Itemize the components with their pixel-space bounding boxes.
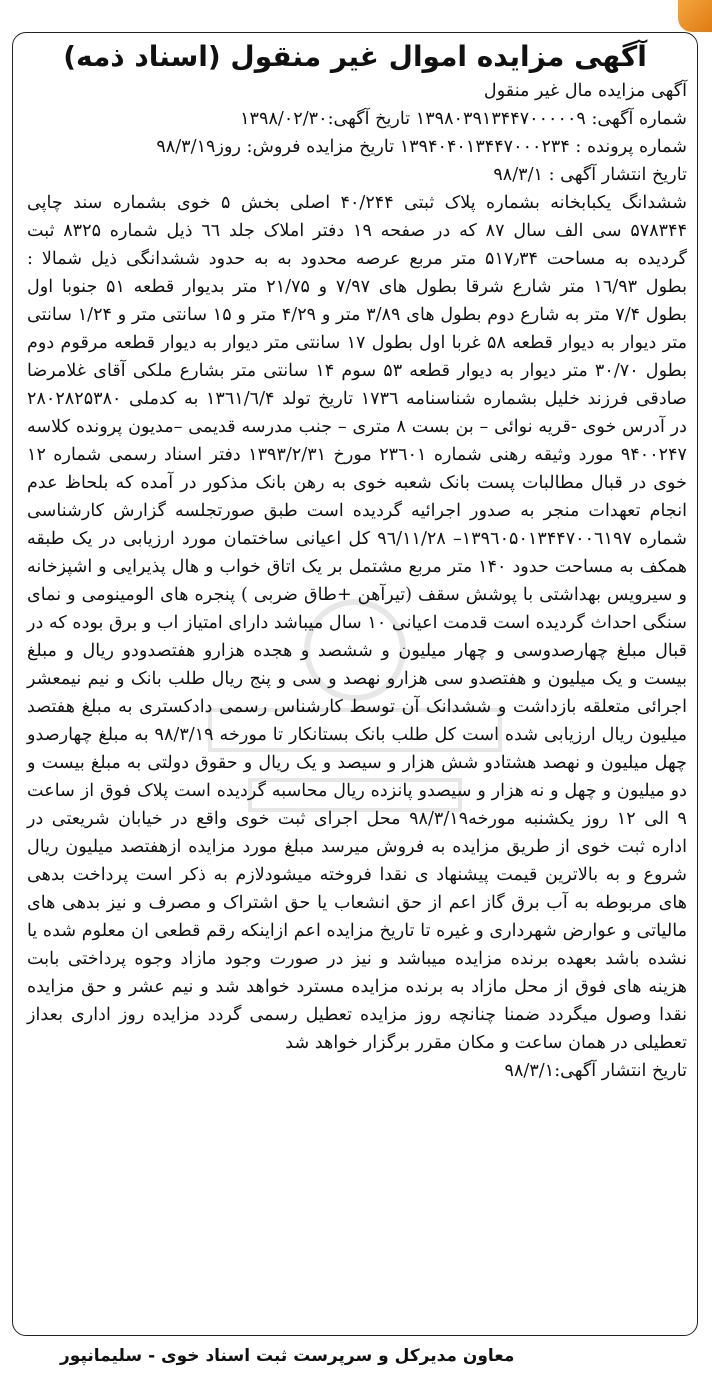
notice-title: آگهی مزایده اموال غیر منقول (اسناد ذمه)	[63, 40, 647, 73]
notice-body	[13, 77, 697, 1085]
subtitle-line: آگهی مزایده مال غیر منقول	[483, 81, 687, 101]
notice-frame	[12, 32, 698, 1336]
file-number-line: شماره پرونده : ۱۳۹۴۰۴۰۱۳۴۴۷۰۰۰۲۳۴ تاریخ مزایده فروش: روز۹۸/۳/۱۹	[156, 137, 687, 157]
main-paragraph: ششدانگ یکبابخانه بشماره پلاک ثبتی ۴۰/۲۴۴ اصلی بخش ۵ خوی بشماره سند چاپی ۵۷۸۳۴۴ سی الف سال ۸۷ که در صفحه ۱۹ دفتر املاک جلد ٦٦ ذیل شماره ۸۳۲۵ ثبت گردیده به مساحت ۵۱۷٫۳۴ متر مربع عرصه محدود به به حدود ششدانگی ذیل شمالا : بطول ۱٦/۹۳ متر شارع شرقا بطول های ۷/۹۷ و ۲۱/۷۵ متر بدیوار قطعه ۵۱ جنوبا اول بطول ۷/۴ متر به شارع دوم بطول های ۳/۸۹ متر و ۴/۲۹ متر و ۱۵ سانتی متر و ۱/۲۴ سانتی متر دیوار به دیوار قطعه ۵۸ غربا اول بطول ۱۷ سانتی متر دیوار به دیوار قطعه مرقوم دوم بطول ۳۰/۷۰ متر دیوار به دیوار قطعه ۵۳ سوم ۱۴ سانتی متر بشارع ملکی آقای غلامرضا صادقی فرزند خلیل بشماره شناسنامه ۱۷۳٦ تاریخ تولد ۱۳٦۱/٦/۴ به کدملی ۲۸۰۲۸۲۵۳۸۰ در آدرس خوی -قریه نوائی – بن بست ۸ متری – جنب مدرسه قدیمی –مدیون پرونده کلاسه ۹۴۰۰۲۴۷ مورد وثیقه رهنی شماره ۲۳٦۰۱ مورخ ۱۳۹۳/۲/۳۱ دفتر اسناد رسمی شماره ۱۲ خوی در قبال مطالبات پست بانک شعبه خوی به رهن بانک مذکور در آمده که بلحاظ عدم انجام تعهدات منجر به صدور اجرائیه گردیده است طبق صورتجلسه گزارش کارشناسی شماره ۱۳۹٦۰۵۰۱۳۴۴۷۰۰٦۱۹۷– ۹٦/۱۱/۲۸ کل اعیانی ساختمان مورد ارزیابی در یک طبقه همکف به مساحت حدود ۱۴۰ متر مربع مشتمل بر یک اتاق خواب و هال پذیرایی و اشپزخانه و سیرویس بهداشتی با پوشش سقف (تیرآهن +طاق ضربی ) پنجره های الومینومی و نمای سنگی احداث گردیده است قدمت اعیانی ۱۰ سال میباشد دارای امتیاز اب و برق بوده که در قبال مبلغ چهارصدوسی و چهار میلیون و ششصد و هجده هزارو هفتصدودو ریال و مبلغ بیست و یک میلیون و هفتصدو سی هزارو نهصد و سی و پنج ریال طلب بانک و نیم نیمعشر اجرائی متعلقه بازداشت و ششدانک آن توسط کارشناس رسمی دادکستری به مبلغ هفتصد میلیون ریال ارزیابی شده است کل طلب بانک بستانکار تا مورخه ۹۸/۳/۱۹ به مبلغ چهارصدو چهل میلیون و نهصد هشتادو شش هزار و سیصد و یک ریال و حقوق دولتی به مبلغ بیست و دو میلیون و چهل و نه هزار و سیصدو پانزده ریال محاسبه گردیده است پلاک فوق از ساعت ۹ الی ۱۲ روز یکشنبه مورخه۹۸/۳/۱۹ محل اجرای ثبت خوی واقع در خیابان شریعتی در اداره ثبت خوی از طریق مزایده به فروش میرسد مبلغ مورد مزایده ازهفتصد میلیون ریال شروع و به بالاترین قیمت پیشنهاد ی نقدا فروخته میشودلازم به ذکر است پرداخت بدهی های مربوطه به آب برق گاز اعم از حق انشعاب یا حق اشتراک و مصرف و نیز بدهی های مالیاتی و عوارض شهرداری و غیره تا تاریخ مزایده اعم ازاینکه رقم قطعی ان معلوم شده یا نشده باشد بعهده برنده مزایده میباشد و نیز در صورت وجود مازاد وجوه پرداختی بابت هزینه های فوق از محل مازاد به برنده مزایده مسترد خواهد شد و نیم عشر و حق مزایده نقدا وصول میگردد ضمنا چنانچه روز مزایده تعطیل رسمی گردد مزایده روز اداری بعداز تعطیلی در همان ساعت و مکان مقرر برگزار خواهد شد	[27, 193, 688, 1053]
corner-accent	[678, 0, 712, 32]
notice-number-line: شماره آگهی: ۱۳۹۸۰۳۹۱۳۴۴۷۰۰۰۰۰۹ تاریخ آگهی:۱۳۹۸/۰۲/۳۰	[240, 109, 687, 129]
closing-date-line: تاریخ انتشار آگهی:۹۸/۳/۱	[504, 1061, 687, 1081]
signature-line: معاون مدیرکل و سرپرست ثبت اسناد خوی - سلیمانپور	[60, 1346, 515, 1366]
publish-date-line: تاریخ انتشار آگهی : ۹۸/۳/۱	[493, 165, 687, 185]
